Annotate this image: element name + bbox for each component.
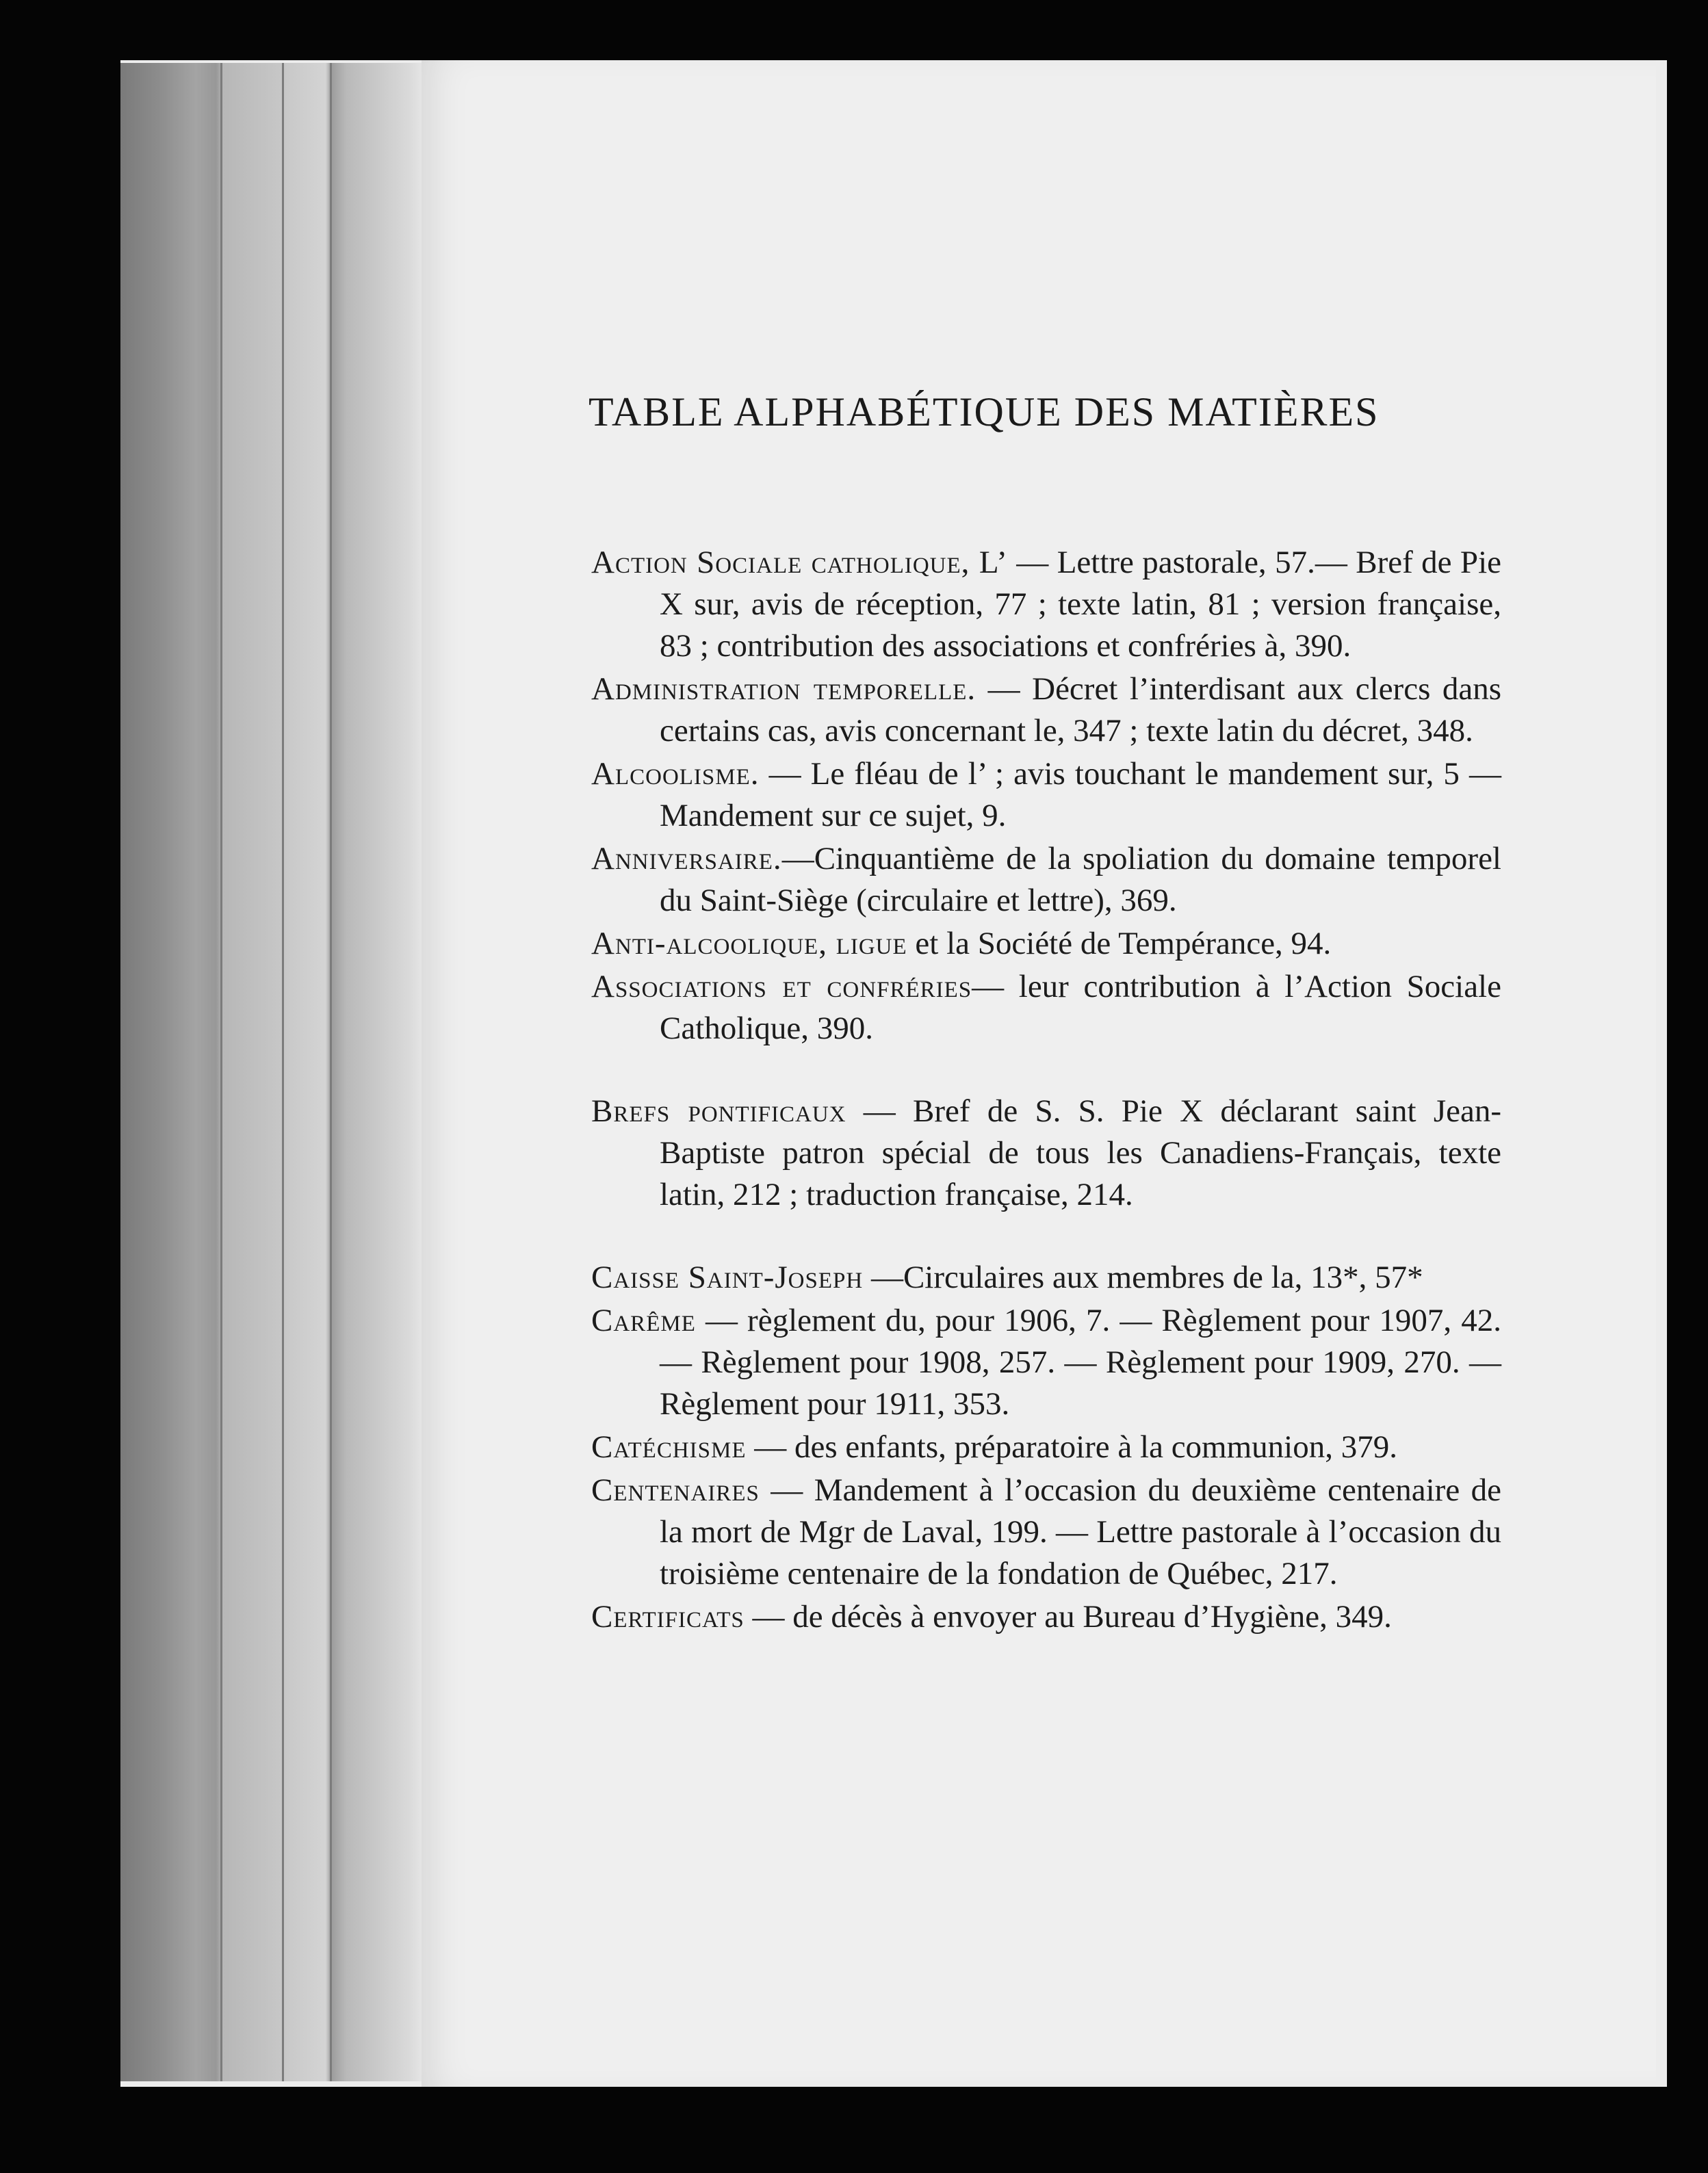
index-entry — [591, 753, 1501, 837]
entry-heading: Anti-alcoolique, ligue — [591, 926, 907, 961]
entry-heading: Associations et confréries — [591, 969, 972, 1004]
entry-text: — leur contribution à l’Action Sociale Catholique, 390. — [660, 969, 1501, 1046]
index-entries — [591, 542, 1501, 1639]
entry-text: et la Société de Tempérance, 94. — [907, 926, 1332, 961]
entry-heading: Carême — [591, 1303, 696, 1338]
entry-heading: Centenaires — [591, 1472, 760, 1508]
index-entry — [591, 1427, 1501, 1468]
entry-text: —Cinquantième de la spoliation du domaine temporel du Saint-Siège (circulaire et lettre), 369. — [660, 841, 1501, 918]
index-entry — [591, 966, 1501, 1050]
index-entry — [591, 1091, 1501, 1216]
index-entry — [591, 838, 1501, 922]
entry-heading: Caisse Saint-Joseph — [591, 1260, 864, 1295]
page-title: TABLE ALPHABÉTIQUE DES MATIÈRES — [588, 389, 1380, 434]
entry-heading: Certificats — [591, 1599, 745, 1635]
entry-text: — Bref de S. S. Pie X déclarant saint Jean-Baptiste patron spécial de tous les Canadiens-Français, texte latin, 212 ; traduction française, 214. — [660, 1093, 1502, 1212]
entry-heading: Administration temporelle. — [591, 671, 976, 707]
page-edge-line — [330, 63, 332, 2081]
entry-heading: Brefs pontificaux — [591, 1093, 846, 1129]
entry-text: —Circulaires aux membres de la, 13*, 57* — [863, 1260, 1423, 1295]
index-entry — [591, 1596, 1501, 1638]
index-entry — [591, 923, 1501, 965]
index-entry — [591, 542, 1501, 667]
entry-heading: Anniversaire. — [591, 841, 782, 876]
entry-text: — Mandement à l’occasion du deuxième centenaire de la mort de Mgr de Laval, 199. — Lettre pastorale à l’occasion du troisième centenaire de la fondation de Québec, 217. — [660, 1472, 1501, 1591]
entry-text: — Décret l’interdisant aux clercs dans certains cas, avis concernant le, 347 ; texte latin du décret, 348. — [660, 671, 1501, 749]
entry-text: — Lettre pastorale, 57.— Bref de Pie X sur, avis de réception, 77 ; texte latin, 81 ; version française, 83 ; contribution des associations et confréries à, 390. — [660, 545, 1501, 664]
entry-heading: Alcoolisme. — [591, 756, 760, 792]
index-entry — [591, 1300, 1501, 1425]
entry-heading: Catéchisme — [591, 1429, 747, 1465]
index-entry — [591, 668, 1501, 752]
entry-heading: Action Sociale catholique, L’ — [591, 545, 1008, 580]
index-entry — [591, 1470, 1501, 1595]
entry-text: — de décès à envoyer au Bureau d’Hygiène, 349. — [744, 1599, 1392, 1635]
page-edge-line — [220, 63, 222, 2081]
page-edge-line — [282, 63, 284, 2081]
entry-text: — Le fléau de l’ ; avis touchant le mandement sur, 5 — Mandement sur ce sujet, 9. — [660, 756, 1501, 833]
book-spine — [120, 63, 422, 2081]
index-entry — [591, 1257, 1501, 1299]
entry-text: — règlement du, pour 1906, 7. — Règlement pour 1907, 42. — Règlement pour 1908, 257. — Règlement pour 1909, 270. — Règlement pour 1911, 353. — [660, 1303, 1501, 1422]
entry-text: — des enfants, préparatoire à la communion, 379. — [746, 1429, 1397, 1465]
